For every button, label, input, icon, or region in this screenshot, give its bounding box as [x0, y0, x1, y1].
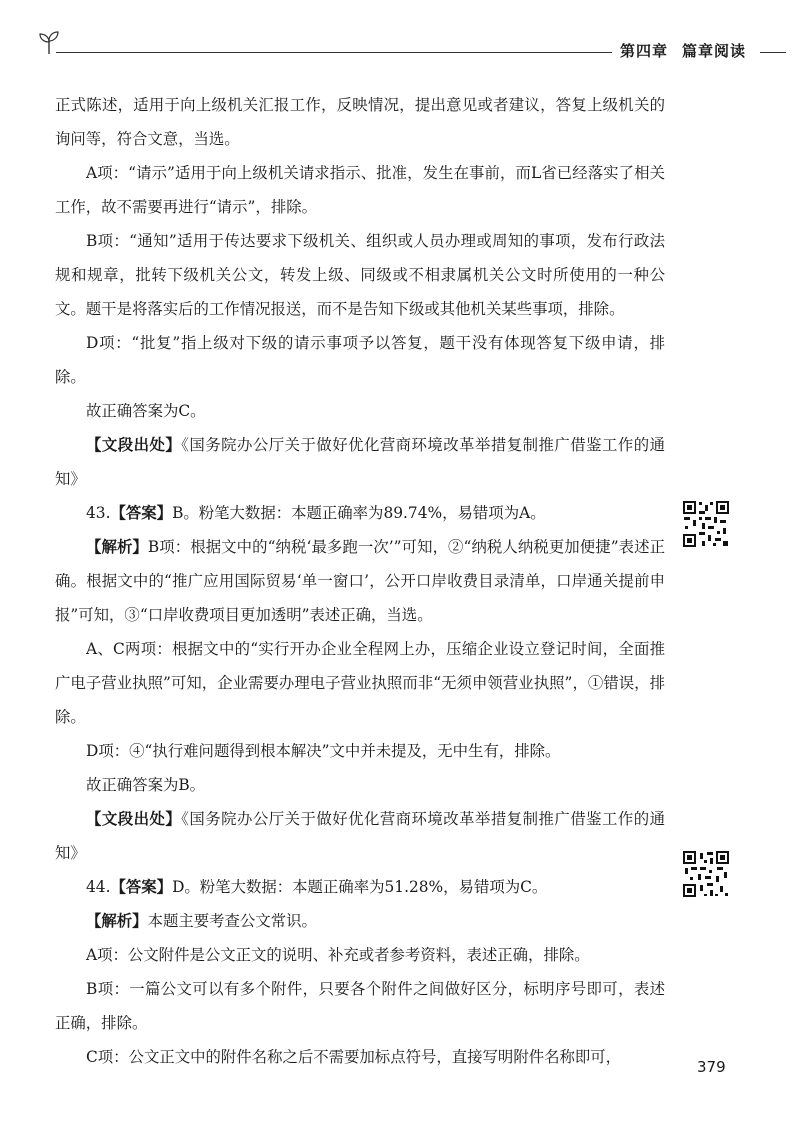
question-number: 44.: [86, 878, 111, 896]
paragraph: A项：“请示”适用于向上级机关请求指示、批准，发生在事前，而L省已经落实了相关工作，故不需要再进行“请示”，排除。: [55, 164, 665, 216]
analysis: 【解析】B项：根据文中的“纳税‘最多跑一次’”可知，②“纳税人纳税更加便捷”表述正确。根据文中的“推广应用国际贸易‘单一窗口’，公开口岸收费目录清单，口岸通关提前申报”可知，③“口岸收费项目更加透明”表述正确，当选。: [55, 538, 665, 624]
paragraph: B项：“通知”适用于传达要求下级机关、组织或人员办理或周知的事项，发布行政法规和规章，批转下级机关公文，转发上级、同级或不相隶属机关公文时所使用的一种公文。题干是将落实后的工作情况报送，而不是告知下级或其他机关某些事项，排除。: [55, 232, 665, 318]
header-rule-right: [760, 52, 786, 53]
qr-code-icon[interactable]: [682, 500, 730, 548]
paragraph: B项：一篇公文可以有多个附件，只要各个附件之间做好区分，标明序号即可，表述正确，排除。: [55, 980, 665, 1032]
source-note: 【文段出处】《国务院办公厅关于做好优化营商环境改革举措复制推广借鉴工作的通知》: [55, 436, 665, 488]
chapter-number: 第四章: [620, 42, 669, 60]
paragraph: A项：公文附件是公文正文的说明、补充或者参考资料，表述正确，排除。: [86, 946, 590, 964]
paragraph: 故正确答案为C。: [86, 402, 206, 420]
source-note: 【文段出处】《国务院办公厅关于做好优化营商环境改革举措复制推广借鉴工作的通知》: [55, 810, 665, 862]
answer-line: 43.【答案】B。粉笔大数据：本题正确率为89.74%，易错项为A。: [86, 504, 546, 522]
paragraph: A、C两项：根据文中的“实行开办企业全程网上办，压缩企业设立登记时间，全面推广电子营业执照”可知，企业需要办理电子营业执照而非“无须申领营业执照”，①错误，排除。: [55, 640, 665, 726]
paragraph: 正式陈述，适用于向上级机关汇报工作，反映情况，提出意见或者建议，答复上级机关的询问等，符合文意，当选。: [55, 96, 665, 148]
paragraph: C项：公文正文中的附件名称之后不需要加标点符号，直接写明附件名称即可，: [86, 1048, 622, 1066]
paragraph: D项：④“执行难问题得到根本解决”文中并未提及，无中生有，排除。: [86, 742, 561, 760]
answer-label: 【答案】: [110, 504, 173, 522]
analysis: 【解析】本题主要考查公文常识。: [86, 912, 317, 930]
source-label: 【文段出处】: [86, 436, 182, 454]
section-title: 篇章阅读: [682, 42, 747, 60]
header-rule: [56, 52, 612, 53]
answer-line: 44.【答案】D。粉笔大数据：本题正确率为51.28%，易错项为C。: [86, 878, 548, 896]
source-label: 【文段出处】: [86, 810, 182, 828]
analysis-label: 【解析】: [86, 912, 148, 930]
paragraph: D项：“批复”指上级对下级的请示事项予以答复，题干没有体现答复下级申请，排除。: [55, 334, 665, 386]
answer-label: 【答案】: [110, 878, 173, 896]
paragraph: 故正确答案为B。: [86, 776, 206, 794]
chapter-title: [620, 40, 746, 61]
analysis-label: 【解析】: [86, 538, 148, 556]
qr-code-icon[interactable]: [682, 850, 730, 898]
question-number: 43.: [86, 504, 111, 522]
running-header: [38, 28, 786, 68]
page-body: [55, 88, 665, 1074]
page-number: 379: [697, 1058, 726, 1076]
